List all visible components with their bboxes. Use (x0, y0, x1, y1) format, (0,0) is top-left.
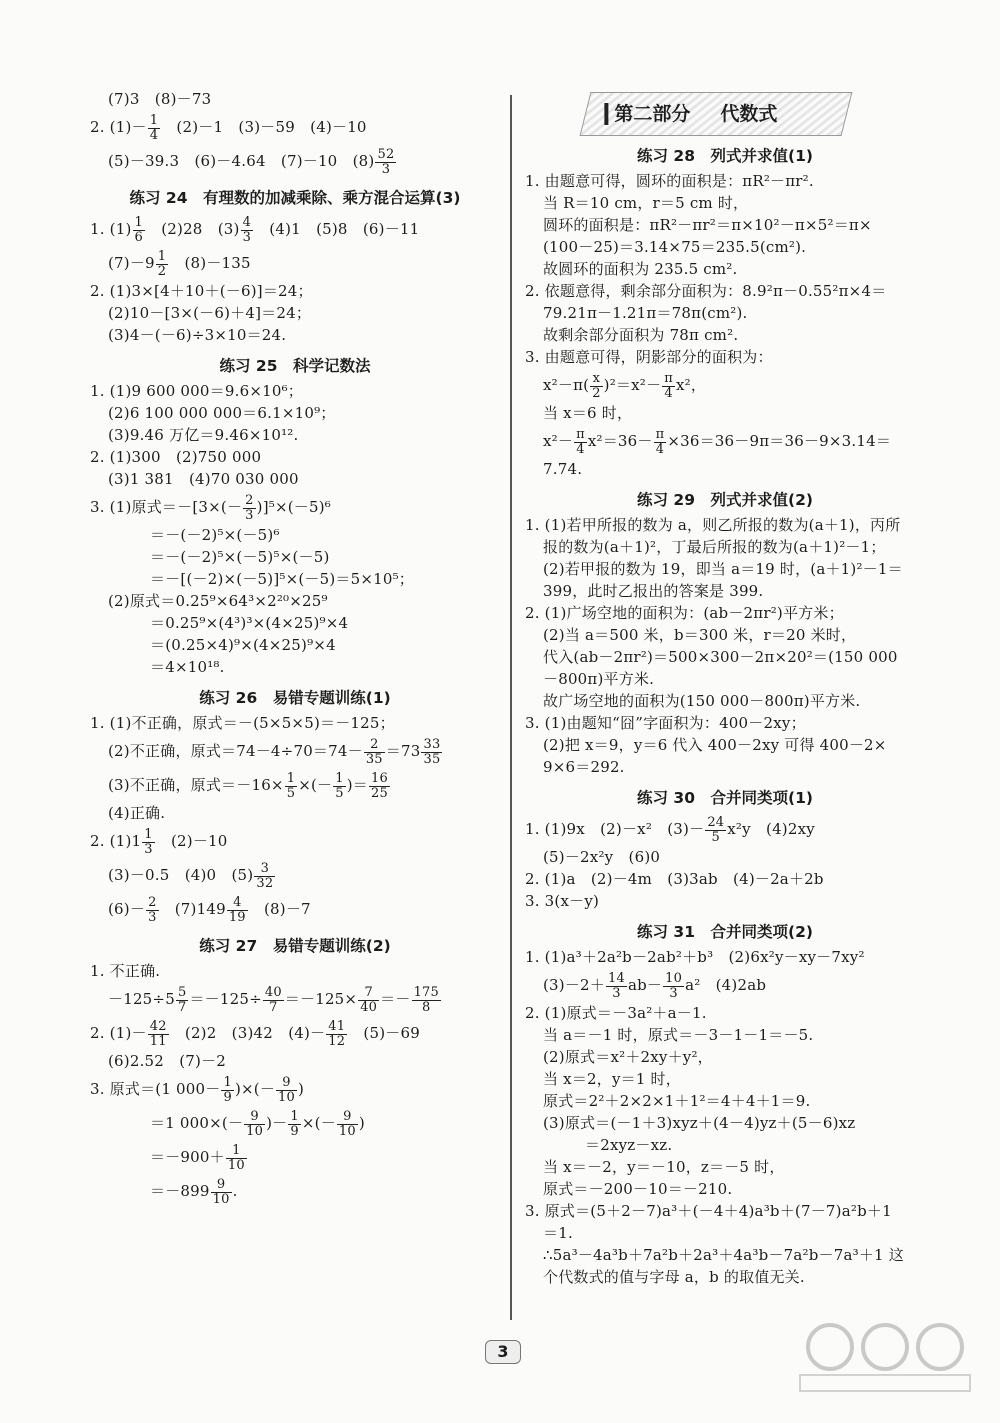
answer-line: 2. (1)广场空地的面积为：(ab－2πr²)平方米； (525, 604, 844, 622)
answer-line: ＝(0.25×4)⁹×(4×25)⁹×4 (150, 636, 336, 654)
answer-line: 1. (1)若甲所报的数为 a，则乙所报的数为(a＋1)，丙所 (525, 516, 901, 534)
section-heading: 练习 25 科学记数法 (219, 357, 371, 375)
answer-line: (2)当 a＝500 米，b＝300 米，r＝20 米时， (543, 626, 857, 644)
answer-line: (2)把 x＝9，y＝6 代入 400－2xy 可得 400－2× (543, 736, 887, 754)
watermark-logo (790, 1315, 980, 1395)
fraction: $\frac{52}{3}$ (377, 146, 395, 177)
answer-line: 7.74. (543, 460, 583, 478)
answer-line: 2. (1)－ $\frac{1}{4}$ (2)－1 (3)－59 (4)－10 (90, 112, 367, 143)
answer-line: (2)若甲报的数为 19，即当 a＝19 时，(a＋1)²－1＝ (543, 560, 903, 578)
column-divider (510, 95, 512, 1320)
answer-line: x²－ $\frac{\pi}{4}$ x²＝36－ $\frac{\pi}{4}$ ×36＝36－9π＝36－9×3.14＝ (543, 426, 892, 457)
answer-line: 9×6＝292. (543, 758, 625, 776)
answer-line: ＝－(－2)⁵×(－5)⁶ (150, 526, 280, 544)
answer-line: (2)不正确，原式＝74－4÷70＝74－ $\frac{2}{35}$ ＝73 $\frac{33}{35}$ (108, 736, 441, 767)
answer-line: (2)原式＝x²＋2xy＋y²， (543, 1048, 713, 1066)
section-heading: 练习 24 有理数的加减乘除、乘方混合运算(3) (129, 189, 461, 207)
answer-line: 2. (1)－ $\frac{42}{11}$ (2)2 (3)42 (4)－ $\frac{41}{12}$ (5)－69 (90, 1018, 420, 1049)
answer-line: 2. (1)a (2)－4m (3)3ab (4)－2a＋2b (525, 870, 824, 888)
right-column (525, 92, 925, 1288)
answer-line: (4)正确. (108, 804, 166, 822)
answer-line: (3)－2＋ $\frac{14}{3}$ ab－ $\frac{10}{3}$ a² (4)2ab (543, 970, 767, 1001)
answer-line: (3)1 381 (4)70 030 000 (108, 470, 299, 488)
answer-line: 79.21π－1.21π＝78π(cm²). (543, 304, 748, 322)
answer-line: (100－25)＝3.14×75＝235.5(cm²). (543, 238, 807, 256)
answer-line: 1. 不正确. (90, 962, 161, 980)
answer-line: 3. (1)原式＝－[3×(－ $\frac{2}{3}$ )]⁵×(－5)⁶ (90, 492, 331, 523)
answer-line: 2. 依题意得，剩余部分面积为：8.9²π－0.55²π×4＝ (525, 282, 887, 300)
answer-line: (3)－0.5 (4)0 (5) $\frac{3}{32}$ (108, 860, 274, 891)
answer-line: ＝－(－2)⁵×(－5)⁵×(－5) (150, 548, 330, 566)
answer-line: 代入(ab－2πr²)＝500×300－2π×20²＝(150 000 (543, 648, 898, 666)
answer-line: (3)9.46 万亿＝9.46×10¹². (108, 426, 299, 444)
section-heading: 练习 30 合并同类项(1) (637, 789, 813, 807)
section-heading: 练习 26 易错专题训练(1) (199, 689, 391, 707)
answer-line: 1. (1)a³＋2a²b－2ab²＋b³ (2)6x²y－xy－7xy² (525, 948, 865, 966)
answer-line: ＝0.25⁹×(4³)³×(4×25)⁹×4 (150, 614, 349, 632)
answer-line: (3)原式＝(－1＋3)xyz＋(4－4)yz＋(5－6)xz (543, 1114, 856, 1132)
answer-line: (7)－9 $\frac{1}{2}$ (8)－135 (108, 248, 251, 279)
answer-line: 故广场空地的面积为(150 000－800π)平方米. (543, 692, 861, 710)
answer-line: 1. (1)9 600 000＝9.6×10⁶； (90, 382, 303, 400)
answer-line: ＝1 000×(－ $\frac{9}{10}$ )－ $\frac{1}{9}$ ×(－ $\frac{9}{10}$ ) (150, 1108, 365, 1139)
fraction: $\frac{1}{4}$ (149, 112, 159, 143)
answer-line: 当 x＝6 时， (543, 404, 633, 422)
answer-line: 1. (1)9x (2)－x² (3)－ $\frac{24}{5}$ x²y (4)2xy (525, 814, 815, 845)
part-banner (580, 92, 853, 136)
answer-line: (2)6 100 000 000＝6.1×10⁹； (108, 404, 336, 422)
answer-line: 故剩余部分面积为 78π cm². (543, 326, 739, 344)
answer-line: 2. (1)原式＝－3a²＋a－1. (525, 1004, 707, 1022)
answer-line: x²－π( $\frac{x}{2}$ )²＝x²－ $\frac{\pi}{4}$ x²， (543, 370, 707, 401)
answer-line: ＝－899 $\frac{9}{10}$ . (150, 1176, 238, 1207)
answer-line: ＝4×10¹⁸. (150, 658, 225, 676)
answer-line: 2. (1)1 $\frac{1}{3}$ (2)－10 (90, 826, 228, 857)
answer-line: 3. 原式＝(1 000－ $\frac{1}{9}$ )×(－ $\frac{9}{10}$ ) (90, 1074, 305, 1105)
answer-line: (2)10－[3×(－6)＋4]＝24； (108, 304, 312, 322)
answer-line: (3)4－(－6)÷3×10＝24. (108, 326, 287, 344)
answer-line: ∴5a³－4a³b＋7a²b＋2a³＋4a³b－7a²b－7a³＋1 这 (543, 1246, 904, 1264)
answer-line: 399，此时乙报出的答案是 399. (543, 582, 764, 600)
answer-line: ＝2xyz－xz. (585, 1136, 673, 1154)
page-number: 3 (485, 1340, 521, 1364)
answer-line: 故圆环的面积为 235.5 cm². (543, 260, 738, 278)
banner-part-title: 代数式 (720, 103, 778, 125)
banner-part-label: 第二部分 (604, 103, 690, 125)
left-column (90, 88, 500, 1208)
answer-line: ＝－[(－2)×(－5)]⁵×(－5)＝5×10⁵； (150, 570, 415, 588)
answer-line: (6)－ $\frac{2}{3}$ (7)149 $\frac{4}{19}$ (8)－7 (108, 894, 311, 925)
answer-line: 3. 由题意可得，阴影部分的面积为： (525, 348, 773, 366)
answer-line: 3. 3(x－y) (525, 892, 600, 910)
answer-line: (5)－39.3 (6)－4.64 (7)－10 (8) $\frac{52}{3}$ (108, 146, 395, 177)
answer-line: 报的数为(a＋1)²，丁最后所报的数为(a＋1)²－1； (543, 538, 886, 556)
answer-line: ＝－900＋ $\frac{1}{10}$ (150, 1142, 245, 1173)
answer-line: 3. (1)由题知“囧”字面积为：400－2xy； (525, 714, 806, 732)
answer-line: 当 a＝－1 时，原式＝－3－1－1＝－5. (543, 1026, 814, 1044)
answer-line: 当 R＝10 cm，r＝5 cm 时， (543, 194, 749, 212)
section-heading: 练习 31 合并同类项(2) (637, 923, 813, 941)
section-heading: 练习 27 易错专题训练(2) (199, 937, 391, 955)
answer-line: －125÷5 $\frac{5}{7}$ ＝－125÷ $\frac{40}{7}$ ＝－125× $\frac{7}{40}$ ＝－ $\frac{175}{8}$ (108, 984, 439, 1015)
answer-line: －800π)平方米. (543, 670, 655, 688)
section-heading: 练习 28 列式并求值(1) (637, 147, 813, 165)
answer-line: (5)－2x²y (6)0 (543, 848, 661, 866)
answer-line: 1. 由题意可得，圆环的面积是：πR²－πr². (525, 172, 814, 190)
answer-line: 个代数式的值与字母 a，b 的取值无关. (543, 1268, 805, 1286)
section-heading: 练习 29 列式并求值(2) (637, 491, 813, 509)
answer-line: 原式＝－200－10＝－210. (543, 1180, 733, 1198)
answer-line: 2. (1)300 (2)750 000 (90, 448, 262, 466)
answer-line: 1. (1) $\frac{1}{6}$ (2)28 (3) $\frac{4}{3}$ (4)1 (5)8 (6)－11 (90, 214, 420, 245)
answer-line: (3)不正确，原式＝－16× $\frac{1}{5}$ ×(－ $\frac{1}{5}$ )＝ $\frac{16}{25}$ (108, 770, 388, 801)
answer-line: 当 x＝－2，y＝－10，z＝－5 时， (543, 1158, 785, 1176)
answer-line: 原式＝2²＋2×2×1＋1²＝4＋4＋1＝9. (543, 1092, 811, 1110)
answer-line: (2)原式＝0.25⁹×64³×2²⁰×25⁹ (108, 592, 328, 610)
answer-line: 圆环的面积是：πR²－πr²＝π×10²－π×5²＝π× (543, 216, 872, 234)
answer-line: (7)3 (8)－73 (108, 90, 212, 108)
answer-line: 1. (1)不正确，原式＝－(5×5×5)＝－125； (90, 714, 395, 732)
answer-line: (6)2.52 (7)－2 (108, 1052, 227, 1070)
answer-line: 当 x＝2，y＝1 时， (543, 1070, 681, 1088)
answer-line: 2. (1)3×[4＋10＋(－6)]＝24； (90, 282, 313, 300)
answer-line: ＝1. (543, 1224, 573, 1242)
answer-line: 3. 原式＝(5＋2－7)a³＋(－4＋4)a³b＋(7－7)a²b＋1 (525, 1202, 892, 1220)
